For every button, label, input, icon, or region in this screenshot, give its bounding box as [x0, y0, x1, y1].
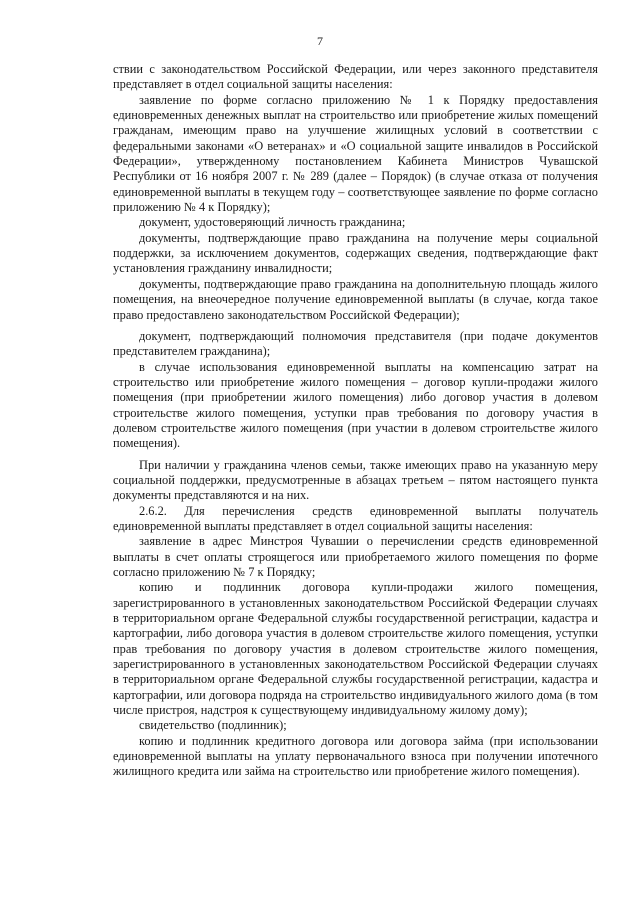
paragraph-compensation: в случае использования единовременной выплаты на компенсацию затрат на строительство или приобретение жилого помещения – договор купли-продажи жилого помещения (при приобретении жилого помещения) либо договор участия в долевом строительстве жилого помещения, уступки прав требования по договору участия в долевом строительстве жилого помещения (при участии в долевом строительстве жилого помещения). — [113, 359, 598, 451]
paragraph-contract-copy: копию и подлинник договора купли-продажи жилого помещения, зарегистрированного в установленных законодательством Российской Федерации случаях в территориальном органе Федеральной службы государственной регистрации, кадастра и картографии, либо договора участия в долевом строительстве жилого помещения, уступки прав требования по договору участия в долевом строительстве жилого помещения, зарегистрированного в установленных законодательством Российской Федерации случаях в территориальном органе Федеральной службы государственной регистрации, кадастра и картографии, или договора подряда на строительство индивидуального жилого дома (в том числе пристроя, надстроя к существующему индивидуальному жилому дому); — [113, 580, 598, 718]
paragraph-certificate: свидетельство (подлинник); — [139, 718, 287, 733]
page-number: 7 — [317, 34, 323, 48]
paragraph-identity-document: документ, удостоверяющий личность гражданина; — [139, 215, 406, 230]
paragraph-family-members: При наличии у гражданина членов семьи, также имеющих право на указанную меру социальной поддержки, предусмотренные в абзацах третьем – пятом настоящего пункта документы представляются и на них. — [113, 457, 598, 503]
paragraph-additional-area: документы, подтверждающие право гражданина на дополнительную площадь жилого помещения, на внеочередное получение единовременной выплаты (в случае, когда такое право предоставлено законодательством Российской Федерации); — [113, 276, 598, 322]
paragraph-support-documents: документы, подтверждающие право гражданина на получение меры социальной поддержки, за исключением документов, содержащих сведения, подтверждающие факт установления гражданину инвалидности; — [113, 230, 598, 276]
paragraph-application: заявление по форме согласно приложению № 1 к Порядку предоставления единовременных денежных выплат на строительство или приобретение жилых помещений гражданам, имеющим право на улучшение жилищных условий в соответствии с федеральными законами «О ветеранах» и «О социальной защите инвалидов в Российской Федерации», утвержденному постановлением Кабинета Министров Чувашской Республики от 16 ноября 2007 г. № 289 (далее – Порядок) (в случае отказа от получения единовременной выплаты в текущем году – соответствующее заявление по форме согласно приложению № 4 к Порядку); — [113, 92, 598, 215]
paragraph-continuation: ствии с законодательством Российской Федерации, или через законного представителя представляет в отдел социальной защиты населения: — [113, 62, 598, 92]
paragraph-transfer-application: заявление в адрес Минстроя Чувашии о перечислении средств единовременной выплаты в счет оплаты строящегося или приобретаемого жилого помещения по форме согласно приложению № 7 к Порядку; — [113, 534, 598, 579]
paragraph-section-2-6-2: 2.6.2. Для перечисления средств единовременной выплаты получатель единовременной выплаты представляет в отдел социальной защиты населения: — [113, 503, 598, 533]
paragraph-credit-agreement: копию и подлинник кредитного договора или договора займа (при использовании единовременной выплаты на уплату первоначального взноса при получении ипотечного жилищного кредита или займа на строительство или приобретение жилого помещения). — [113, 733, 598, 779]
document-body — [113, 62, 598, 780]
paragraph-representative: документ, подтверждающий полномочия представителя (при подаче документов представителем гражданина); — [113, 328, 598, 359]
